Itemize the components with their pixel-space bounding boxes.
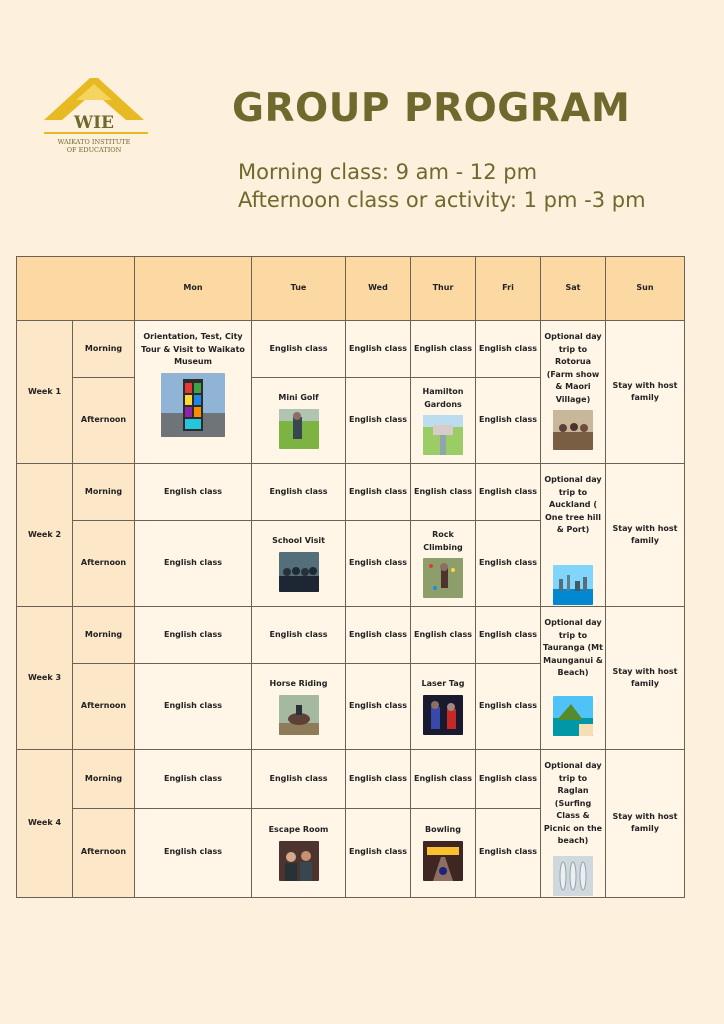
afternoon-hours: Afternoon class or activity: 1 pm -3 pm [238,188,646,212]
slot-morning: Morning [73,607,135,664]
logo-text: WIE [73,113,115,133]
day-header-sun: Sun [606,257,685,321]
cell-w3-fri-morning: English class [476,607,541,664]
cell-w1-fri-afternoon: English class [476,378,541,464]
slot-morning: Morning [73,464,135,521]
cell-w3-tue-morning: English class [252,607,346,664]
cell-text: Hamilton Gardons [422,387,464,409]
auckland-photo-icon [553,565,593,605]
cell-w4-fri-morning: English class [476,750,541,809]
week4-morning-row [17,750,685,809]
cell-w4-sun: Stay with host family [606,750,685,898]
cell-text: Laser Tag [421,679,465,689]
cell-text: Optional day trip to Auckland ( One tree hill & Port) [544,475,602,534]
cell-w1-wed-morning: English class [346,321,411,378]
cell-w3-sun: Stay with host family [606,607,685,750]
cell-w2-mon-morning: English class [135,464,252,521]
cell-text: Optional day trip to Rotorua (Farm show & Maori Village) [544,332,602,404]
slot-afternoon: Afternoon [73,808,135,897]
cell-w4-thu-afternoon [411,808,476,897]
week2-morning-row [17,464,685,521]
day-header-fri: Fri [476,257,541,321]
cell-w1-sun: Stay with host family [606,321,685,464]
cell-w3-fri-afternoon: English class [476,664,541,750]
cell-w2-fri-afternoon: English class [476,521,541,607]
raglan-photo-icon [553,856,593,896]
cell-w2-fri-morning: English class [476,464,541,521]
cell-w1-tue-morning: English class [252,321,346,378]
escape-room-photo-icon [279,841,319,881]
logo-roof-icon [40,70,152,160]
logo-caption-2: OF EDUCATION [66,146,122,154]
cell-w1-thu-afternoon [411,378,476,464]
slot-morning: Morning [73,321,135,378]
schedule-table [16,256,685,898]
cell-text: Bowling [425,825,461,835]
cell-w3-tue-afternoon [252,664,346,750]
cell-w1-wed-afternoon: English class [346,378,411,464]
cell-w3-thu-afternoon [411,664,476,750]
cell-w2-thu-morning: English class [411,464,476,521]
cell-w2-wed-morning: English class [346,464,411,521]
cell-w2-wed-afternoon: English class [346,521,411,607]
cell-w4-mon-morning: English class [135,750,252,809]
corner-cell [17,257,135,321]
cell-w2-tue-afternoon [252,521,346,607]
cell-w2-thu-afternoon [411,521,476,607]
cell-text: Orientation, Test, City Tour & Visit to Waikato Museum [141,332,245,366]
school-visit-photo-icon [279,552,319,592]
cell-w3-mon-afternoon: English class [135,664,252,750]
cell-w2-mon-afternoon: English class [135,521,252,607]
cell-w1-thu-morning: English class [411,321,476,378]
cell-w2-sat [541,464,606,607]
week-label: Week 1 [17,321,73,464]
cell-w4-sat [541,750,606,898]
cell-w4-wed-morning: English class [346,750,411,809]
mini-golf-photo-icon [279,409,319,449]
cell-text: School Visit [272,536,325,546]
cell-w3-wed-afternoon: English class [346,664,411,750]
day-header-wed: Wed [346,257,411,321]
cell-text: Mini Golf [278,393,319,403]
cell-text: Optional day trip to Tauranga (Mt Maunganui & Beach) [543,618,603,677]
cell-w1-mon [135,321,252,464]
rock-climbing-photo-icon [423,558,463,598]
cell-w4-tue-morning: English class [252,750,346,809]
cell-w4-fri-afternoon: English class [476,808,541,897]
cell-w4-tue-afternoon [252,808,346,897]
cell-text: Rock Climbing [423,530,463,552]
slot-morning: Morning [73,750,135,809]
day-header-sat: Sat [541,257,606,321]
cell-w1-sat [541,321,606,464]
gardens-photo-icon [423,415,463,455]
cell-text: Horse Riding [269,679,328,689]
day-header-tue: Tue [252,257,346,321]
day-header-mon: Mon [135,257,252,321]
horse-riding-photo-icon [279,695,319,735]
cell-w3-mon-morning: English class [135,607,252,664]
wie-logo [40,70,152,160]
week1-morning-row [17,321,685,378]
slot-afternoon: Afternoon [73,378,135,464]
cell-w3-wed-morning: English class [346,607,411,664]
slot-afternoon: Afternoon [73,521,135,607]
week-label: Week 4 [17,750,73,898]
cell-w1-tue-afternoon [252,378,346,464]
bowling-photo-icon [423,841,463,881]
cell-w1-fri-morning: English class [476,321,541,378]
cell-w2-tue-morning: English class [252,464,346,521]
museum-photo-icon [161,373,225,437]
week-label: Week 3 [17,607,73,750]
page-title: GROUP PROGRAM [232,86,631,131]
cell-text: Optional day trip to Raglan (Surfing Class & Picnic on the beach) [543,761,603,845]
cell-w4-wed-afternoon: English class [346,808,411,897]
day-header-thur: Thur [411,257,476,321]
cell-w3-thu-morning: English class [411,607,476,664]
tauranga-photo-icon [553,696,593,736]
cell-w3-sat [541,607,606,750]
rotorua-photo-icon [553,410,593,450]
cell-w4-mon-afternoon: English class [135,808,252,897]
cell-w4-thu-morning: English class [411,750,476,809]
laser-tag-photo-icon [423,695,463,735]
week-label: Week 2 [17,464,73,607]
logo-caption-1: WAIKATO INSTITUTE [57,138,131,146]
week3-morning-row [17,607,685,664]
slot-afternoon: Afternoon [73,664,135,750]
morning-hours: Morning class: 9 am - 12 pm [238,160,538,184]
header-row [17,257,685,321]
cell-w2-sun: Stay with host family [606,464,685,607]
cell-text: Escape Room [268,825,329,835]
